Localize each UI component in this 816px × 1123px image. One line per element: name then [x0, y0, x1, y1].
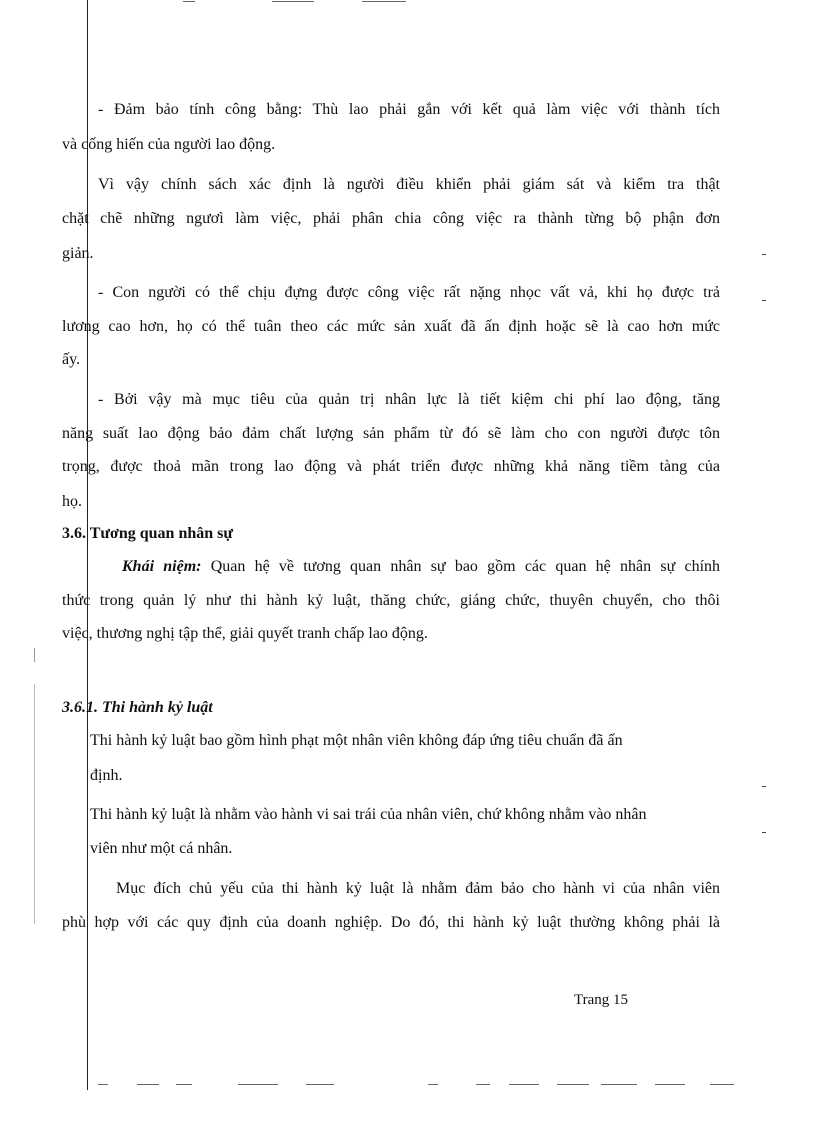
- scan-dash-bottom: [710, 1084, 734, 1085]
- paragraph-line: - Bởi vậy mà mục tiêu của quản trị nhân lực là tiết kiệm chi phí lao động, tăng: [98, 391, 720, 408]
- paragraph-line: giản.: [62, 245, 94, 262]
- page-number: Trang 15: [574, 992, 629, 1008]
- paragraph-line: thức trong quản lý như thi hành kỷ luật, thăng chức, giáng chức, thuyên chuyển, cho thôi: [62, 592, 720, 609]
- scan-dash-bottom: [137, 1084, 159, 1085]
- scan-dash-bottom: [557, 1084, 589, 1085]
- term-label: Khái niệm:: [122, 558, 202, 575]
- paragraph-line: chặt chẽ những ngươì làm việc, phải phân chia công việc ra thành từng bộ phận đơn: [62, 210, 720, 227]
- scan-dash-bottom: [176, 1084, 192, 1085]
- paragraph-line: [122, 557, 720, 577]
- paragraph-line: việc, thương nghị tập thể, giải quyết tranh chấp lao động.: [62, 625, 428, 642]
- subsection-heading: 3.6.1. Thi hành kỷ luật: [62, 699, 213, 716]
- paragraph-line: lương cao hơn, họ có thể tuân theo các mức sản xuất đã ấn định hoặc sẽ là cao hơn mức: [62, 318, 720, 335]
- scan-dash-bottom: [238, 1084, 278, 1085]
- scan-dash-bottom: [476, 1084, 490, 1085]
- paragraph-line: Vì vậy chính sách xác định là người điều khiển phải giám sát và kiểm tra thật: [98, 176, 720, 193]
- scan-dash-bottom: [655, 1084, 685, 1085]
- section-heading: 3.6. Tương quan nhân sự: [62, 525, 233, 542]
- paragraph-line: - Con người có thể chịu đựng được công việc rất nặng nhọc vất vả, khi họ được trả: [98, 284, 720, 301]
- paragraph-line: - Đảm bảo tính công bằng: Thù lao phải gắn với kết quả làm việc với thành tích: [98, 101, 720, 118]
- scan-edge-mark: [34, 648, 35, 662]
- paragraph-line: ấy.: [62, 351, 81, 368]
- scan-dash-bottom: [98, 1084, 108, 1085]
- paragraph-line: Thi hành kỷ luật là nhằm vào hành vi sai trái của nhân viên, chứ không nhằm vào nhân: [90, 806, 647, 823]
- scan-edge-tick: [762, 786, 766, 787]
- scan-dash-top: [272, 1, 314, 2]
- scan-edge-tick: [762, 254, 766, 255]
- scan-dash-top: [183, 1, 195, 2]
- paragraph-line: phù hợp với các quy định của doanh nghiệp. Do đó, thi hành kỷ luật thường không phải là: [62, 914, 720, 931]
- scan-dash-bottom: [428, 1084, 438, 1085]
- paragraph-line: trọng, được thoả mãn trong lao động và phát triển được những khả năng tiềm tàng của: [62, 458, 720, 475]
- scan-dash-bottom: [306, 1084, 334, 1085]
- paragraph-text: Quan hệ về tương quan nhân sự bao gồm các quan hệ nhân sự chính: [201, 558, 721, 575]
- scan-edge-tick: [762, 832, 766, 833]
- scan-edge-mark: [34, 684, 35, 924]
- paragraph-line: định.: [90, 767, 123, 784]
- paragraph-line: Mục đích chủ yếu của thi hành kỷ luật là nhằm đảm bảo cho hành vi của nhân viên: [116, 880, 720, 897]
- paragraph-line: năng suất lao động bảo đảm chất lượng sản phẩm từ đó sẽ làm cho con người được tôn: [62, 425, 720, 442]
- scan-dash-bottom: [509, 1084, 539, 1085]
- scan-dash-bottom: [601, 1084, 637, 1085]
- paragraph-line: họ.: [62, 493, 82, 510]
- paragraph-line: viên như một cá nhân.: [90, 840, 233, 857]
- scan-edge-tick: [762, 300, 766, 301]
- paragraph-line: và cống hiến của người lao động.: [62, 136, 276, 153]
- scan-dash-top: [362, 1, 406, 2]
- paragraph-line: Thi hành kỷ luật bao gồm hình phạt một nhân viên không đáp ứng tiêu chuẩn đã ấn: [90, 732, 623, 749]
